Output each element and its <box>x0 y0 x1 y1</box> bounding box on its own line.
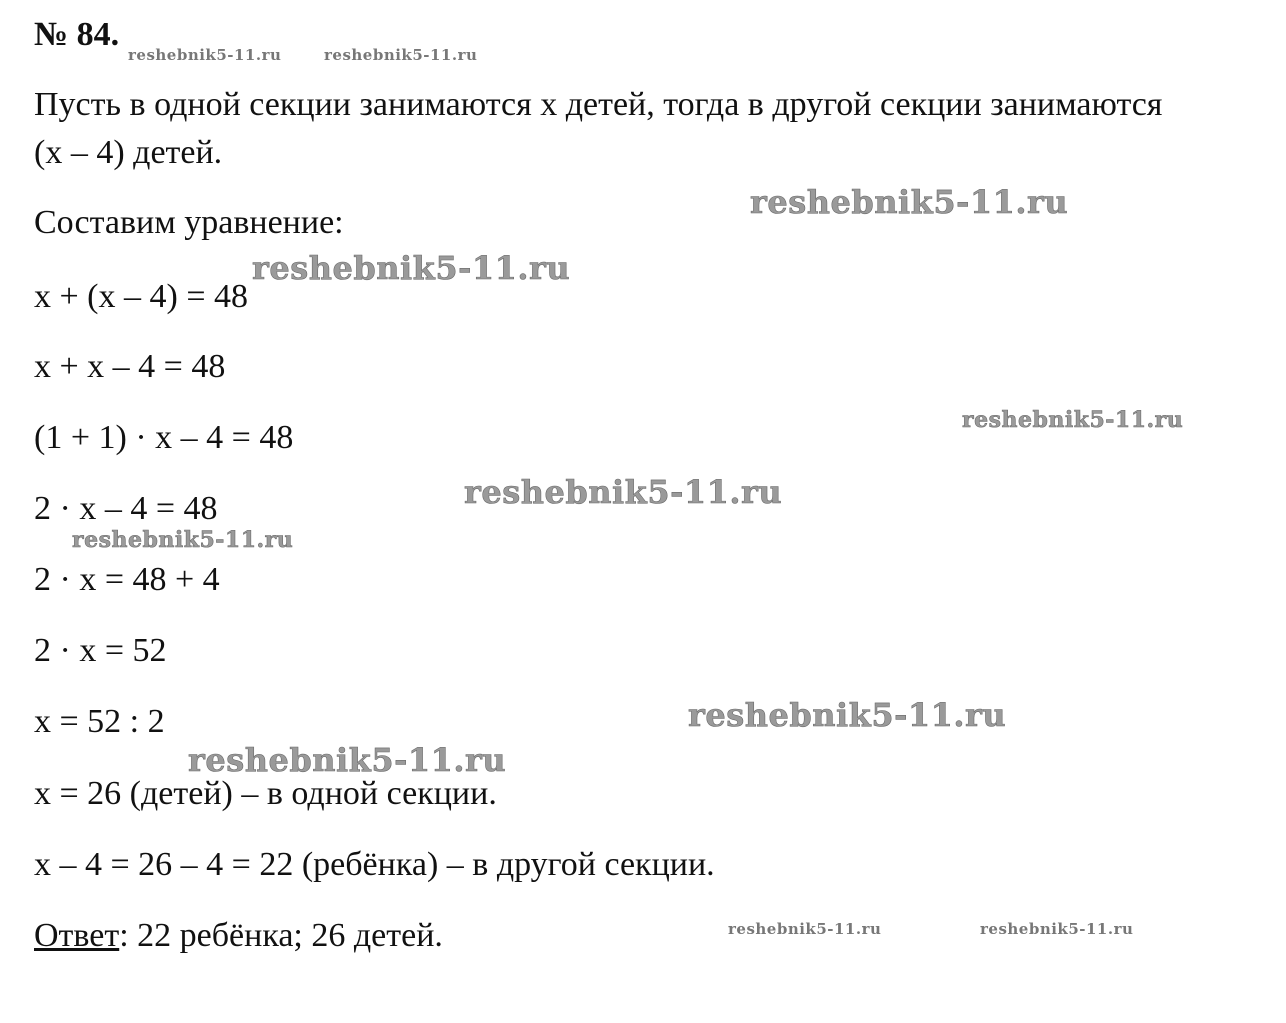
watermark: reshebnik5-11.ru <box>324 46 478 64</box>
watermark: reshebnik5-11.ru <box>252 249 571 287</box>
watermark: reshebnik5-11.ru <box>750 183 1069 221</box>
watermark: reshebnik5-11.ru <box>128 46 282 64</box>
equation-step-8: x = 26 (детей) – в одной секции. <box>34 775 497 812</box>
equation-label: Составим уравнение: <box>34 204 344 241</box>
equation-step-2: x + x – 4 = 48 <box>34 348 226 385</box>
watermark: reshebnik5-11.ru <box>962 407 1184 433</box>
answer-text: : 22 ребёнка; 26 детей. <box>119 917 443 954</box>
equation-step-4: 2 · x – 4 = 48 <box>34 490 218 527</box>
intro-line-2: (x – 4) детей. <box>34 134 223 171</box>
equation-step-5: 2 · x = 48 + 4 <box>34 561 220 598</box>
watermark: reshebnik5-11.ru <box>188 741 507 779</box>
intro-line-1: Пусть в одной секции занимаются x детей, тогда в другой секции занимаются <box>34 86 1163 123</box>
equation-step-3: (1 + 1) · x – 4 = 48 <box>34 419 294 456</box>
answer-line <box>34 919 443 953</box>
watermark: reshebnik5-11.ru <box>728 920 882 938</box>
answer-label: Ответ <box>34 917 120 954</box>
equation-step-1: x + (x – 4) = 48 <box>34 278 248 315</box>
equation-step-9: x – 4 = 26 – 4 = 22 (ребёнка) – в другой секции. <box>34 846 715 883</box>
problem-number: № 84. <box>34 16 120 53</box>
equation-step-6: 2 · x = 52 <box>34 632 167 669</box>
watermark: reshebnik5-11.ru <box>688 696 1007 734</box>
equation-step-7: x = 52 : 2 <box>34 703 165 740</box>
watermark: reshebnik5-11.ru <box>72 527 294 553</box>
watermark: reshebnik5-11.ru <box>980 920 1134 938</box>
watermark: reshebnik5-11.ru <box>464 473 783 511</box>
